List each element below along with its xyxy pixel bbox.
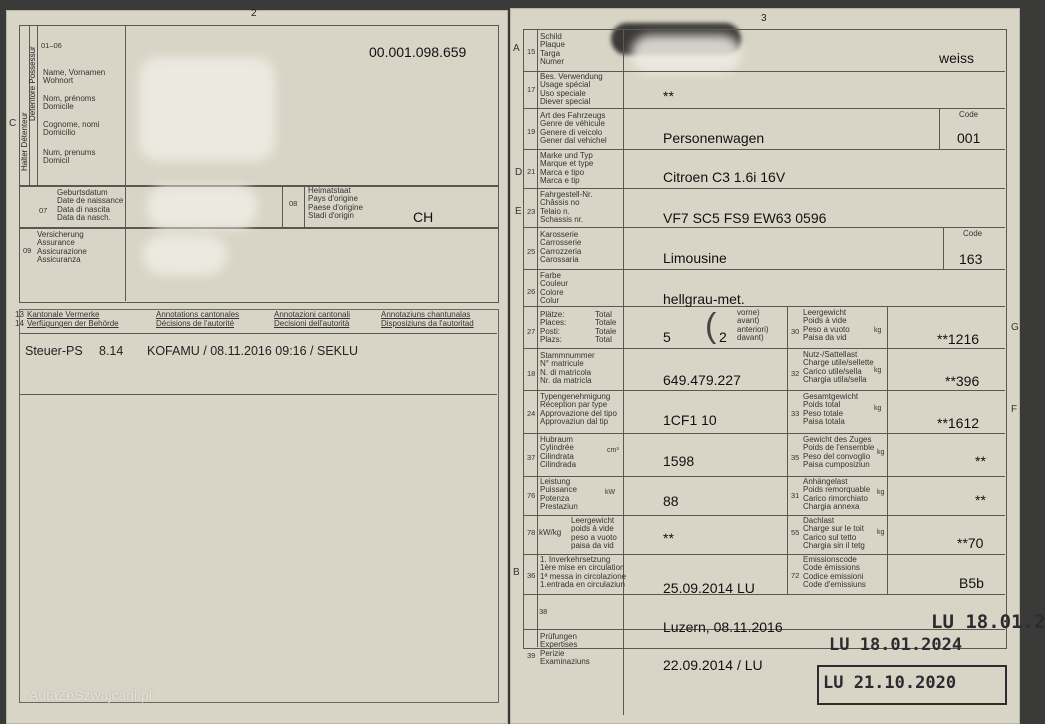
- field-09-number: 09: [23, 246, 32, 255]
- field-33-label: Gesamtgewicht Poids total Peso totale Paisa totala: [803, 392, 859, 427]
- right-page: [510, 8, 1045, 724]
- field-21-label: Marke und Typ Marque et type Marca e tipo Marca e tip: [540, 151, 594, 186]
- field-18-label: Stammnummer N° matricule N. di matricola Nr. da matricla: [540, 351, 595, 386]
- total-weight-value: **1612: [937, 415, 980, 431]
- redacted-owner: [139, 57, 275, 161]
- field-55-number: 55: [791, 528, 800, 537]
- owner-label-fr: Nom, prénoms Domicile: [43, 94, 96, 112]
- field-55-unit: kg: [877, 529, 885, 536]
- annotation-number-14: 14: [15, 319, 24, 328]
- field-76-label: Leistung Puissance Potenza Prestaziun: [540, 477, 578, 512]
- field-78-unit: kW/kg: [539, 528, 562, 537]
- seats-bracket: (: [705, 307, 717, 345]
- field-33-unit: kg: [874, 405, 882, 412]
- field-33-number: 33: [791, 409, 800, 418]
- field-31-label: Anhängelast Poids remorquable Carico rimorchiato Chargia annexa: [803, 477, 871, 512]
- power-weight-value: **: [663, 530, 674, 546]
- master-number-value: 649.479.227: [663, 372, 741, 388]
- field-23-label: Fahrgestell-Nr. Châssis no Telaio n. Schassis nr.: [540, 190, 593, 225]
- side-letter-g: G: [1011, 322, 1019, 333]
- watermark-text: AutaZeSzwajcarii.pl: [29, 687, 152, 703]
- field-39-label: Prüfungen Expertises Perizie Examinaziuns: [540, 632, 590, 667]
- owner-label-de: Name, Vornamen Wohnort: [43, 68, 106, 86]
- body-type-code: 163: [959, 251, 983, 267]
- vehicle-type-code-label: Code: [959, 110, 979, 119]
- field-35-unit: kg: [877, 449, 885, 456]
- field-31-number: 31: [791, 491, 800, 500]
- home-country-value: CH: [413, 209, 434, 225]
- field-24-number: 24: [527, 409, 536, 418]
- vertical-label-detentore: Detentore Possessur: [28, 46, 37, 121]
- field-24-label: Typengenehmigung Réception par type Approvazione del tipo Approvaziun dal tip: [540, 392, 617, 427]
- color-value: hellgrau-met.: [663, 291, 745, 307]
- annotation-number-13: 13: [15, 310, 24, 319]
- field-36-number: 36: [527, 571, 536, 580]
- field-23-number: 23: [527, 207, 536, 216]
- first-registration-value: 25.09.2014 LU: [663, 580, 755, 596]
- inspection-stamp-2020: LU 21.10.2020: [823, 673, 957, 693]
- field-17-number: 17: [527, 85, 536, 94]
- field-26-number: 26: [527, 287, 536, 296]
- field-78-number: 78: [527, 528, 536, 537]
- plate-color-value: weiss: [939, 50, 975, 66]
- payload-value: **396: [945, 373, 980, 389]
- insurance-label: Versicherung Assurance Assicurazione Assicuranza: [37, 230, 87, 265]
- owner-label-rm: Num, prenums Domicil: [43, 148, 96, 166]
- field-39-number: 39: [527, 651, 536, 660]
- annotation-header-fr: Annotations cantonales Décisions de l'autorité: [156, 310, 240, 328]
- vehicle-type-value: Personenwagen: [663, 130, 765, 146]
- page-number-left: 2: [251, 8, 257, 19]
- seats-front-label: vorne) avant) anteriori) davant): [737, 308, 769, 343]
- field-30-unit: kg: [874, 327, 882, 334]
- inspection-stamp-top: LU 18.01.2: [931, 611, 1045, 633]
- displacement-value: 1598: [663, 453, 695, 469]
- annotations-area: [19, 309, 499, 703]
- towing-load-value: **: [975, 492, 986, 508]
- field-76-unit: kW: [605, 489, 616, 496]
- side-letter-b: B: [513, 567, 520, 578]
- seats-total-value: 5: [663, 329, 671, 345]
- annotation-header-rm: Annotaziuns chantunalas Disposiziuns da l'autoritad: [381, 310, 474, 328]
- field-26-label: Farbe Couleur Colore Colur: [540, 271, 569, 306]
- field-17-label: Bes. Verwendung Usage spécial Uso speciale Diever special: [540, 72, 603, 107]
- field-19-number: 19: [527, 127, 536, 136]
- field-31-unit: kg: [877, 489, 885, 496]
- field-21-number: 21: [527, 167, 536, 176]
- field-55-label: Dachlast Charge sur le toit Carico sul tetto Chargia sin il tetg: [803, 516, 865, 551]
- seats-front-value: 2: [719, 329, 727, 345]
- redacted-birthdate: [147, 185, 257, 229]
- field-19-label: Art des Fahrzeugs Genre de véhicule Genere di veicolo Gener dal vehichel: [540, 111, 607, 146]
- field-35-label: Gewicht des Zuges Poids de l'ensemble Peso del convoglio Paisa cumposiziun: [803, 435, 875, 470]
- side-letter-e: E: [515, 206, 522, 217]
- train-weight-value: **: [975, 453, 986, 469]
- owner-label-it: Cognome, nomi Domicilio: [43, 120, 100, 138]
- redacted-insurance: [143, 235, 227, 275]
- page-number-right: 3: [761, 13, 767, 24]
- field-27-number: 27: [527, 327, 536, 336]
- field-36-label: 1. Inverkehrsetzung 1ère mise en circulation 1ª messa in circolazione 1.entrada en circulaziun: [540, 555, 627, 590]
- tax-hp-label: Steuer-PS: [25, 344, 83, 358]
- empty-weight-value: **1216: [937, 331, 980, 347]
- field-38-number: 38: [539, 607, 548, 616]
- inspection-stamp-2024: LU 18.01.2024: [829, 635, 963, 655]
- field-30-number: 30: [791, 327, 800, 336]
- field-78-label: Leergewicht poids à vide peso a vuoto paisa da vid: [571, 516, 617, 551]
- field-15-label: Schild Plaque Targa Numer: [540, 32, 565, 67]
- field-25-label: Karosserie Carrosserie Carrozzeria Carossaria: [540, 230, 582, 265]
- side-letter-d: D: [515, 167, 523, 178]
- field-07-number: 07: [39, 206, 48, 215]
- tax-hp-value: 8.14: [99, 344, 124, 358]
- body-type-value: Limousine: [663, 250, 727, 266]
- inspection-value: 22.09.2014 / LU: [663, 657, 763, 673]
- home-country-label: Heimatstaat Pays d'origine Paese d'origine Stadi d'origin: [308, 186, 363, 221]
- field-0106-number: 01–06: [41, 41, 62, 50]
- field-27-total-label: Total Totale Totale Total: [595, 310, 617, 345]
- issue-place-date-value: Luzern, 08.11.2016: [663, 619, 783, 635]
- side-letter-c: C: [9, 118, 17, 129]
- annotation-header-it: Annotazioni cantonali Decisioni dell'autorità: [274, 310, 351, 328]
- insurance-row: [19, 227, 499, 303]
- vertical-label-halter: Halter Détenteur: [20, 112, 29, 171]
- roof-load-value: **70: [957, 535, 984, 551]
- field-25-number: 25: [527, 247, 536, 256]
- field-37-label: Hubraum Cylindrée Cilindrata Cilindrada: [540, 435, 577, 470]
- field-32-unit: kg: [874, 367, 882, 374]
- field-37-unit: cm³: [607, 447, 619, 454]
- annotation-entry: KOFAMU / 08.11.2016 09:16 / SEKLU: [147, 344, 358, 358]
- power-value: 88: [663, 493, 679, 509]
- emission-code-value: B5b: [959, 575, 984, 591]
- field-72-label: Emissionscode Code émissions Codice emissioni Code d'emissiuns: [803, 555, 866, 590]
- field-72-number: 72: [791, 571, 800, 580]
- side-letter-a: A: [513, 43, 520, 54]
- field-18-number: 18: [527, 369, 536, 378]
- make-model-value: Citroen C3 1.6i 16V: [663, 169, 786, 185]
- field-76-number: 76: [527, 491, 536, 500]
- body-type-code-label: Code: [963, 229, 983, 238]
- annotation-header-de: Kantonale Vermerke Verfügungen der Behörde: [27, 310, 119, 328]
- field-32-label: Nutz-/Sattellast Charge utile/sellette Carico utile/sella Chargia utila/sella: [803, 350, 874, 385]
- field-08-number: 08: [289, 199, 298, 208]
- document-number: 00.001.098.659: [369, 44, 467, 60]
- type-approval-value: 1CF1 10: [663, 412, 717, 428]
- vin-value: VF7 SC5 FS9 EW63 0596: [663, 210, 827, 226]
- field-37-number: 37: [527, 453, 536, 462]
- field-30-label: Leergewicht Poids à vide Peso a vuoto Paisa da vid: [803, 308, 850, 343]
- field-35-number: 35: [791, 453, 800, 462]
- special-use-value: **: [663, 88, 674, 104]
- birth-date-label: Geburtsdatum Date de naissance Data di nascita Data da nasch.: [57, 188, 124, 223]
- field-32-number: 32: [791, 369, 800, 378]
- side-letter-f: F: [1011, 404, 1018, 415]
- vehicle-type-code: 001: [957, 130, 981, 146]
- field-15-number: 15: [527, 47, 536, 56]
- left-page: [6, 10, 508, 724]
- field-27-label: Plätze: Places: Posti: Plazs:: [540, 310, 567, 345]
